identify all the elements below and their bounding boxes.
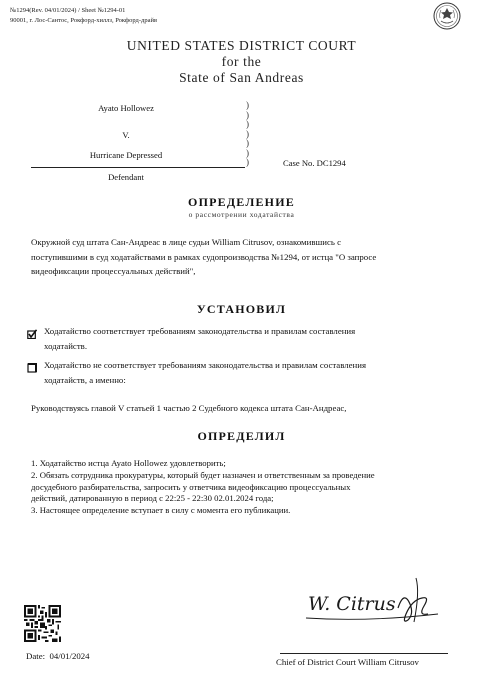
- document-title: ОПРЕДЕЛЕНИЕ: [188, 195, 295, 209]
- court-for-the: for the: [221, 54, 262, 69]
- document-date: Date: 04/01/2024: [26, 651, 90, 661]
- caption-underline: [31, 167, 245, 168]
- document-reference: №1294(Rev. 04/01/2024) / Sheet №1294-01: [10, 7, 126, 14]
- established-heading: УСТАНОВИЛ: [196, 302, 287, 316]
- guided-by-text: Руководствуясь главой V статьей 1 частью 2 Судебного кодекса штата Сан-Андреас,: [31, 403, 347, 413]
- list-item: действий, датированную в период с 22:25 - 22:30 02.01.2024 года;: [31, 493, 274, 504]
- checkbox-unchecked-icon[interactable]: [27, 363, 37, 373]
- court-state: State of San Andreas: [179, 70, 304, 85]
- list-item: 1. Ходатайство истца Ayato Hollowez удовлетворить;: [31, 458, 226, 468]
- plaintiff-name: Ayato Hollowez: [98, 103, 154, 113]
- signature-caption: Chief of District Court William Citrusov: [276, 657, 419, 667]
- option-noncompliant-text: Ходатайство не соответствует требованиям законодательства и правилам составления ходатайств, а именно:: [44, 360, 366, 385]
- decided-heading: ОПРЕДЕЛИЛ: [197, 429, 286, 443]
- option-compliant-text: Ходатайство соответствует требованиям законодательства и правилам составления ходатайств.: [44, 326, 356, 351]
- versus-label: V.: [122, 130, 130, 140]
- intro-paragraph: Окружной суд штата Сан-Андреас в лице судьи William Citrusov, ознакомившись с поступившими в суд ходатайствами в рамках судопроизводства №1294, от истца "О запросе видеофиксации процессуальных действий",: [31, 237, 377, 276]
- decision-list: [31, 458, 451, 517]
- checkbox-checked-icon[interactable]: [27, 329, 37, 339]
- case-number: Case No. DC1294: [283, 158, 346, 168]
- list-item: досудебного разбирательства, запросить у ответчика видеофиксацию процессуальных: [31, 481, 351, 492]
- signature-line: [280, 653, 448, 654]
- defendant-name: Hurricane Depressed: [89, 150, 163, 160]
- judge-signature: [298, 570, 448, 630]
- document-subtitle: о рассмотрении ходатайства: [188, 210, 295, 219]
- qr-code-icon[interactable]: [24, 605, 61, 642]
- caption-parentheses: ) ) ) ) ) ) ): [246, 100, 249, 167]
- list-item: 3. Настоящее определение вступает в силу с момента его публикации.: [31, 505, 291, 516]
- court-name: UNITED STATES DISTRICT COURT: [126, 38, 357, 53]
- court-seal-icon: [433, 2, 461, 30]
- court-address: 90001, г. Лос-Сантос, Рокфорд-хиллз, Рокфорд-драйв: [10, 17, 158, 24]
- defendant-label: Defendant: [108, 172, 144, 182]
- signature-text: W. Citrus: [308, 593, 396, 615]
- list-item: 2. Обязать сотрудника прокуратуры, который будет назначен и ответственным за проведение: [31, 469, 375, 480]
